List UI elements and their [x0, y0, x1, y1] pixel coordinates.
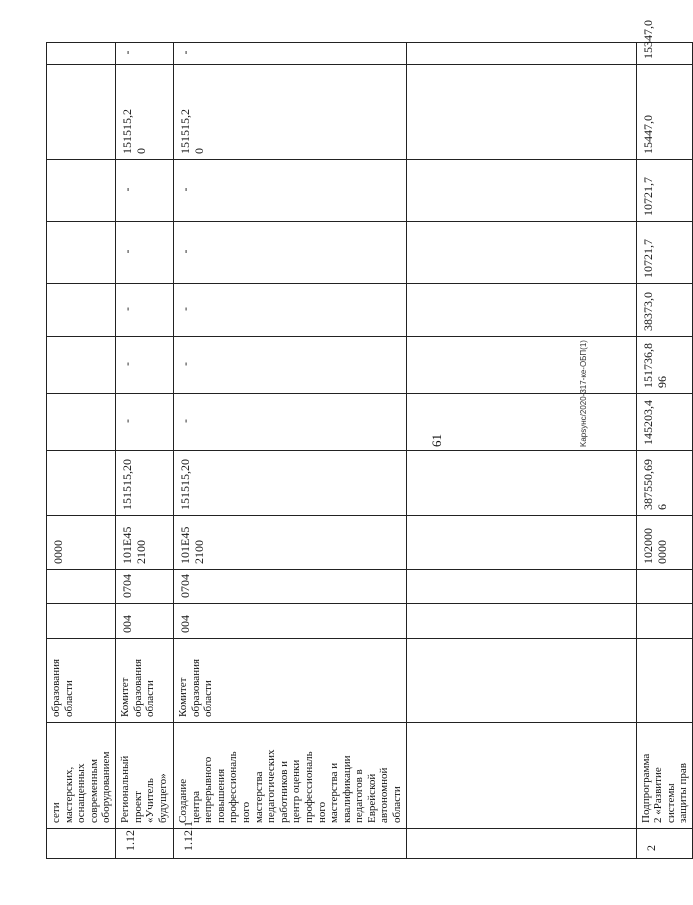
cell-line: педагогических [265, 749, 278, 823]
cell-line: 151515,20 [119, 459, 134, 510]
cell-line: - [119, 419, 134, 423]
cell-line: - [119, 50, 134, 55]
cell-line: - [177, 249, 192, 254]
value-cell [406, 43, 636, 65]
event-name-cell [406, 723, 636, 829]
cell-line: мастерских, [62, 766, 75, 823]
value-cell [115, 43, 173, 65]
rzpr-cell: 0704 [115, 570, 173, 604]
csr-cell [406, 516, 636, 570]
value-cell [47, 65, 116, 160]
table-row [636, 43, 692, 859]
cell-line: 2100 [191, 540, 206, 564]
value-cell [173, 394, 406, 451]
value-cell [47, 222, 116, 284]
value-cell [47, 451, 116, 516]
grbs-cell [47, 604, 116, 639]
value-cell [406, 65, 636, 160]
cell-line: профессиональ [227, 751, 240, 823]
table-body [47, 20, 693, 859]
cell-line: 151515,20 [177, 459, 192, 510]
cell-line: «Учитель [144, 778, 157, 823]
cell-line: - [177, 362, 192, 366]
table-row [47, 43, 116, 859]
cell-line: 387550,69 [640, 459, 655, 510]
table-row [115, 43, 173, 859]
cell-line: оснащенных [75, 763, 88, 823]
cell-line: 0 [133, 148, 148, 154]
grbs-cell [636, 604, 692, 639]
cell-line: автономной [378, 767, 391, 823]
value-cell [636, 284, 692, 337]
value-cell [173, 451, 406, 516]
row-code-cell: 1.12.1 [173, 829, 406, 859]
cell-line: ного [315, 801, 328, 823]
cell-line: мастерства [252, 771, 265, 823]
cell-line: 38373,0 [640, 292, 655, 331]
executor-cell [47, 639, 116, 723]
cell-line: области [391, 786, 404, 823]
csr-cell [47, 516, 116, 570]
value-cell [406, 394, 636, 451]
cell-line: сети [50, 802, 62, 823]
cell-line: 151515,2 [177, 109, 192, 154]
cell-line: 101E45 [119, 526, 134, 564]
cell-line: защиты прав [677, 763, 690, 823]
value-cell [173, 160, 406, 222]
value-cell [47, 43, 116, 65]
cell-line: - [119, 362, 134, 366]
cell-line: - [177, 50, 192, 55]
event-name-cell [636, 723, 692, 829]
cell-line: педагогов в [353, 769, 366, 823]
rzpr-cell [47, 570, 116, 604]
value-cell [47, 284, 116, 337]
cell-line: работников и [277, 760, 290, 823]
value-cell [47, 394, 116, 451]
grbs-cell [406, 604, 636, 639]
row-code-cell [47, 829, 116, 859]
cell-line: 0000 [51, 540, 65, 564]
cell-line: ного [239, 801, 252, 823]
row-code-cell: 2 [636, 829, 692, 859]
cell-line: - [177, 419, 192, 423]
cell-line: области [202, 680, 215, 717]
cell-line: центр оценки [290, 759, 303, 823]
cell-line: области [144, 680, 157, 717]
cell-line: мастерства и [328, 762, 341, 823]
value-cell [115, 65, 173, 160]
csr-cell [636, 516, 692, 570]
rzpr-cell [406, 570, 636, 604]
value-cell [173, 284, 406, 337]
executor-cell [173, 639, 406, 723]
document-footer-code: Kapsунс/2020-317-кe-ОБП(1) [579, 340, 588, 447]
value-cell [636, 222, 692, 284]
cell-line: Еврейской [365, 773, 378, 823]
cell-line: 2 «Развитие [652, 767, 665, 823]
value-cell [406, 451, 636, 516]
cell-line: 2100 [133, 540, 148, 564]
row-code-cell [406, 829, 636, 859]
cell-line: непрерывного [202, 756, 215, 823]
cell-line: повышения [214, 768, 227, 823]
cell-line: Региональный [118, 755, 131, 823]
csr-cell [173, 516, 406, 570]
value-cell [406, 337, 636, 394]
value-cell [115, 222, 173, 284]
cell-line: системы [664, 783, 677, 823]
cell-line: будущего» [156, 773, 169, 823]
value-cell [115, 337, 173, 394]
cell-line: 102000 [640, 528, 655, 564]
value-cell [636, 65, 692, 160]
value-cell [173, 65, 406, 160]
value-cell [47, 160, 116, 222]
value-cell [173, 337, 406, 394]
grbs-cell: 004 [173, 604, 406, 639]
cell-line: - [119, 307, 134, 311]
value-cell [115, 394, 173, 451]
cell-line: современным [87, 759, 100, 823]
cell-line: - [119, 187, 134, 192]
page-number: 61 [429, 434, 444, 447]
value-cell [115, 451, 173, 516]
cell-line: 96 [654, 376, 669, 388]
cell-line: профессиональ [302, 751, 315, 823]
cell-line: Комитет [176, 677, 189, 717]
cell-line: образования [131, 658, 144, 717]
cell-line: - [119, 249, 134, 254]
cell-line: 0000 [654, 540, 669, 564]
value-cell [636, 20, 692, 65]
row-code-cell: 1.12 [115, 829, 173, 859]
value-cell [406, 284, 636, 337]
rzpr-cell: 0704 [173, 570, 406, 604]
cell-line: 10721,7 [640, 177, 655, 216]
cell-line: Подпрограмма [639, 753, 652, 823]
cell-line: образования [189, 658, 202, 717]
value-cell [636, 451, 692, 516]
budget-table [46, 20, 693, 859]
cell-line: квалификации [340, 755, 353, 823]
cell-line: 151515,2 [119, 109, 134, 154]
event-name-cell [47, 723, 116, 829]
executor-cell [115, 639, 173, 723]
table-row [173, 43, 406, 859]
cell-line: проект [131, 791, 144, 823]
cell-line: Создание [176, 778, 189, 823]
value-cell [47, 337, 116, 394]
cell-line: 0 [191, 148, 206, 154]
cell-line: 15447,0 [640, 115, 655, 154]
cell-line: 6 [654, 504, 669, 510]
value-cell [173, 43, 406, 65]
value-cell [406, 222, 636, 284]
cell-line: 151736,8 [640, 343, 655, 388]
value-cell [636, 160, 692, 222]
cell-line: 145203,4 [640, 400, 655, 445]
cell-line: Комитет [118, 677, 131, 717]
cell-line: центра [189, 791, 202, 823]
value-cell [173, 222, 406, 284]
csr-cell [115, 516, 173, 570]
executor-cell [406, 639, 636, 723]
cell-line: 101E45 [177, 526, 192, 564]
cell-line: 10721,7 [640, 239, 655, 278]
cell-line: оборудованием [100, 751, 113, 823]
grbs-cell: 004 [115, 604, 173, 639]
cell-line: 15347,0 [640, 20, 655, 59]
event-name-cell [115, 723, 173, 829]
executor-cell [636, 639, 692, 723]
event-name-cell [173, 723, 406, 829]
table-row [406, 43, 636, 859]
cell-line: - [177, 307, 192, 311]
cell-line: области [62, 680, 75, 717]
cell-line: образования [50, 658, 62, 717]
value-cell [636, 394, 692, 451]
value-cell [115, 160, 173, 222]
value-cell [406, 160, 636, 222]
cell-line: - [177, 187, 192, 192]
value-cell [115, 284, 173, 337]
value-cell [636, 337, 692, 394]
rzpr-cell [636, 570, 692, 604]
